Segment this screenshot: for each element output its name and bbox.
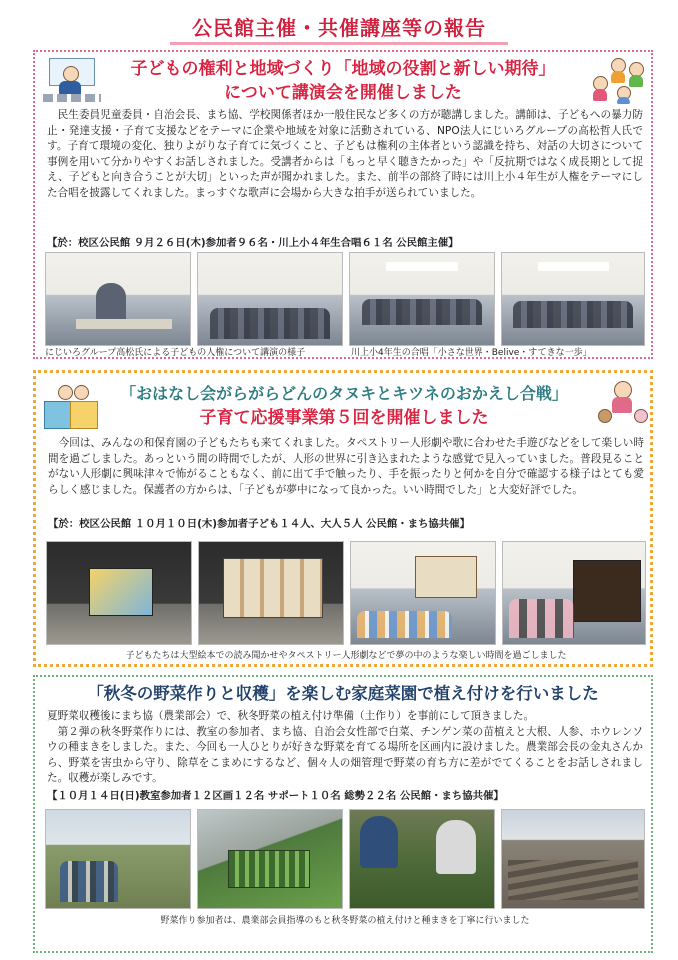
- storytelling-photo-1: [46, 541, 192, 645]
- storytelling-photo-3: [350, 541, 496, 645]
- storytelling-heading-line2: 子育て応援事業第５回を開催しました: [199, 408, 489, 428]
- storytelling-photo-2: [198, 541, 344, 645]
- chorus-photo-caption: 川上小4年生の合唱「小さな世界・Belive・すてきな一歩」: [351, 348, 592, 358]
- chorus-photo-1: [349, 252, 495, 346]
- puppet-tapestry: [223, 558, 323, 618]
- storytelling-photo-caption: 子どもたちは大型絵本での読み聞かせやタペストリー人形劇などで夢の中のような楽しい時間を過ごしました: [125, 651, 567, 661]
- lecture-table: [76, 319, 172, 329]
- storytelling-heading-line1: 「おはなし会がらがらどんのタヌキとキツネのおかえし合戦」: [120, 384, 568, 403]
- garden-body-paragraph-1: 夏野菜収穫後にまち協（農業部会）で、秋冬野菜の植え付け準備（土作り）を事前にして頂きました。: [47, 710, 535, 722]
- lecturer-figure: [96, 283, 126, 323]
- garden-body-text: [47, 709, 643, 789]
- storytelling-section: [33, 370, 653, 667]
- storytelling-info-line: 【於：校区公民館 １０月１０日(木)参加者子ども１４人、大人５人 公民館・まち協共催】: [48, 518, 470, 530]
- chorus-photo-2: [501, 252, 645, 346]
- garden-body-paragraph-2: 第２弾の秋冬野菜作りには、教室の参加者、まち協、自治会女性部で白菜、チンゲン菜の苗植えと大根、人参、ホウレンソウの種まきをしました。また、今回も一人ひとりが好きな野菜を育てる場所を区画内に設けました。農業部会長の金丸さんから、野菜を害虫から守り、除草をこまめにするなど、個々人の畑管理で野菜の育ち方に差がでてくることをお話しされました。収穫が楽しみです。: [47, 725, 643, 784]
- seedling-tray: [228, 850, 310, 888]
- garden-photo-caption: 野菜作り参加者は、農業部会員指導のもと秋冬野菜の植え付けと種まきを丁寧に行いました: [160, 916, 530, 926]
- gardener-figure-2: [436, 820, 476, 874]
- title-underline: [170, 42, 508, 45]
- lecture-photo-1: [45, 252, 191, 346]
- garden-photo-3: [349, 809, 495, 909]
- garden-photo-4: [501, 809, 645, 909]
- garden-info-line: 【１０月１４日(日)教室参加者１２区画１２名 サポート１０名 総勢２２名 公民館・まち協共催】: [47, 790, 504, 802]
- garden-photo-1: [45, 809, 191, 909]
- lecture-photo-2: [197, 252, 343, 346]
- storytelling-photo-4: [502, 541, 646, 645]
- page-header: [170, 16, 508, 46]
- garden-heading: 「秋冬の野菜作りと収穫」を楽しむ家庭菜園で植え付けを行いました: [87, 684, 599, 703]
- tapestry-house: [415, 556, 477, 598]
- gardener-figure-1: [360, 816, 398, 868]
- puppet-stage: [573, 560, 641, 622]
- lecture-heading-line2: について講演会を開催しました: [224, 83, 462, 103]
- storytelling-body-text: 今回は、みんなの和保育園の子どもたちも来てくれました。タペストリー人形劇や歌に合わせた手遊びなどをして楽しい時間を過ごしました。あっという間の時間でしたが、人形の世界に引き込まれたような感覚で見入っていました。普段見ることがない人形劇に興味津々で怖がることもなく、前に出て手で触ったり、手を振ったりと何かを自分で確認する様子はとても愛らしく感じました。保護者の方からは、「子どもが夢中になって良かった。いい時間でした」と大変好評でした。: [48, 437, 644, 496]
- picture-book: [89, 568, 153, 616]
- lecture-body-text: 民生委員児童委員・自治会長、まち協、学校関係者ほか一般住民など多くの方が聴講しました。講師は、子どもへの暴力防止・発達支援・子育て支援などをテーマに企業や地域を対象に活動されている、NPO法人にじいろグループの高松哲人氏です。子育て環境の変化、独りよがりな子育てに気づくこと、子どもは権利の主体者という認識を持ち、対話の大切さについて事例を用いて分かりやすくお話しされました。受講者からは「もっと早く聴きたかった」や「反抗期ではなく成長期として捉え、子どもと向き合うことが大切」といった声が聞かれました。また、前半の部終了時には川上小４年生が人権をテーマにした合唱を披露してくれました。まっすぐな歌声に会場から大きな拍手が送られていました。: [47, 109, 643, 199]
- lecture-section: [33, 50, 653, 359]
- vegetable-garden-section: [33, 675, 653, 953]
- lecture-heading-line1: 子どもの権利と地域づくり「地域の役割と新しい期待」: [130, 59, 556, 79]
- lecture-photo-caption: にじいろグループ高松氏による子どもの人権について講演の様子: [45, 348, 306, 358]
- garden-photo-2: [197, 809, 343, 909]
- lecture-info-line: 【於：校区公民館 ９月２６日(木)参加者９６名・川上小４年生合唱６１名 公民館主催】: [47, 237, 459, 249]
- page-title: 公民館主催・共催講座等の報告: [192, 16, 486, 40]
- field-rows: [508, 860, 638, 900]
